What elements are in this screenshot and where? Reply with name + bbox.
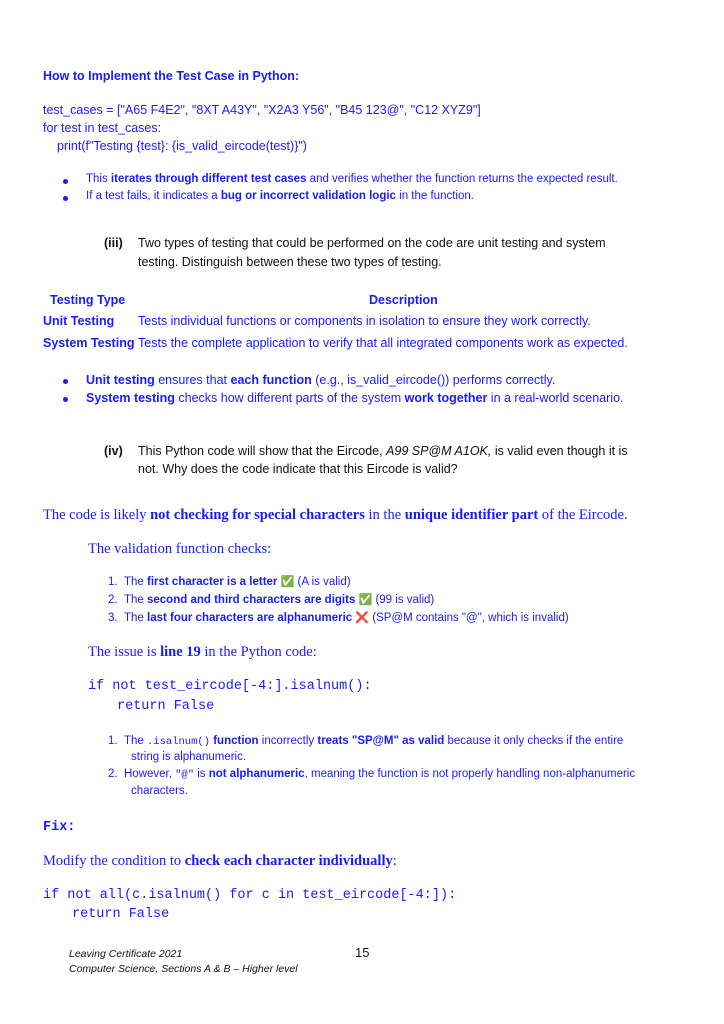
testing-bullet-1-post: (e.g., is_valid_eircode()) performs correctly.	[311, 373, 556, 387]
code-snippet-1-line-1: if not test_eircode[-4:].isalnum():	[88, 679, 372, 694]
modify-line-pre: Modify the condition to	[43, 853, 185, 869]
testing-bullet-1-bold-1: Unit testing	[86, 373, 155, 387]
testing-bullet-2	[86, 391, 624, 405]
issue-point-1-mid: incorrectly	[258, 735, 318, 747]
check-mark-icon: ✅	[280, 576, 295, 588]
issue-line-pre: The issue is	[88, 644, 161, 660]
footer-line-2: Computer Science, Sections A & B – Higher level	[69, 963, 298, 975]
modify-line	[43, 853, 397, 870]
testing-bullet-1-bold-2: each function	[230, 373, 312, 387]
answer-intro-pre: The code is likely	[43, 507, 151, 523]
check-item-3-number: 3.	[108, 612, 118, 624]
testing-bullet-2-post: in a real-world scenario.	[487, 391, 624, 405]
issue-line-post: in the Python code:	[200, 644, 317, 660]
table-row-2-description: Tests the complete application to verify that all integrated components work as expected.	[138, 336, 628, 350]
impl-bullet-1-pre: This	[86, 173, 111, 185]
check-item-3-post: (SP@M contains "@", which is invalid)	[369, 612, 569, 624]
bullet-icon	[63, 196, 68, 201]
testing-bullet-1	[86, 373, 555, 387]
issue-line	[88, 644, 317, 661]
issue-point-2	[108, 768, 635, 781]
check-item-1-pre: The	[123, 576, 147, 588]
question-iii-label: (iii)	[104, 236, 123, 250]
answer-intro	[43, 507, 628, 524]
cross-mark-icon: ❌	[355, 612, 370, 624]
modify-line-bold: check each character individually	[184, 853, 393, 869]
issue-point-2-pre: However,	[123, 768, 176, 780]
table-header-type: Testing Type	[50, 293, 126, 307]
issue-point-2-mid: is	[194, 768, 209, 780]
answer-intro-bold-1: not checking for special characters	[150, 507, 365, 523]
impl-bullet-1-post: and verifies whether the function returns the expected result.	[306, 173, 618, 185]
issue-point-2-line-2: characters.	[131, 785, 188, 797]
impl-bullet-2-post: in the function.	[395, 190, 474, 202]
issue-point-2-bold: not alphanumeric	[208, 768, 305, 780]
question-iii-line-1: Two types of testing that could be performed on the code are unit testing and system	[138, 236, 606, 250]
table-row-1-description: Tests individual functions or components in isolation to ensure they work correctly.	[138, 314, 591, 328]
code-snippet-2-line-1: if not all(c.isalnum() for c in test_eircode[-4:]):	[43, 888, 457, 903]
question-iv-line-1	[138, 444, 628, 458]
question-iv-label: (iv)	[104, 444, 123, 458]
issue-point-2-post: , meaning the function is not properly handling non-alphanumeric	[304, 768, 636, 780]
fix-label: Fix:	[43, 820, 76, 835]
issue-point-1-bold-1: function	[210, 735, 259, 747]
bullet-icon	[63, 379, 68, 384]
impl-bullet-2	[86, 190, 474, 202]
issue-point-1	[108, 735, 623, 748]
bullet-icon	[63, 397, 68, 402]
issue-point-1-bold-2: treats "SP@M" as valid	[317, 735, 445, 747]
code-snippet-1-line-2: return False	[117, 699, 215, 714]
check-item-3-pre: The	[123, 612, 147, 624]
modify-line-post: :	[392, 853, 397, 869]
impl-bullet-2-pre: If a test fails, it indicates a	[86, 190, 221, 202]
impl-code-line-2: for test in test_cases:	[43, 121, 162, 135]
check-item-1-bold: first character is a letter	[147, 576, 278, 588]
issue-point-1-code: .isalnum()	[147, 736, 211, 748]
table-header-description: Description	[369, 293, 438, 307]
issue-line-bold: line 19	[160, 644, 201, 660]
testing-bullet-1-mid: ensures that	[154, 373, 231, 387]
check-item-2-pre: The	[123, 594, 147, 606]
impl-bullet-1-bold: iterates through different test cases	[110, 173, 307, 185]
question-iv-eircode: A99 SP@M A1OK,	[386, 444, 492, 458]
bullet-icon	[63, 179, 68, 184]
table-row-2-type: System Testing	[43, 336, 135, 350]
check-item-2-bold: second and third characters are digits	[147, 594, 356, 606]
table-row-1-type: Unit Testing	[43, 314, 115, 328]
impl-code-line-3: print(f"Testing {test}: {is_valid_eircode(test)}")	[57, 139, 307, 153]
checks-heading: The validation function checks:	[88, 541, 272, 557]
impl-bullet-2-bold: bug or incorrect validation logic	[220, 190, 396, 202]
testing-bullet-2-mid: checks how different parts of the system	[174, 391, 405, 405]
issue-point-2-code: "@"	[175, 769, 195, 781]
impl-bullet-1	[86, 173, 618, 185]
issue-point-1-line-2: string is alphanumeric.	[131, 751, 247, 763]
check-mark-icon: ✅	[358, 594, 373, 606]
question-iv-line-1-post: is valid even though it is	[491, 444, 628, 458]
check-item-2-number: 2.	[108, 594, 118, 606]
issue-point-1-number: 1.	[108, 735, 118, 747]
issue-point-1-post: because it only checks if the entire	[444, 735, 624, 747]
impl-heading: How to Implement the Test Case in Python:	[43, 69, 300, 83]
question-iv-line-2: not. Why does the code indicate that this Eircode is valid?	[138, 462, 458, 476]
check-item-2	[108, 593, 434, 606]
check-item-2-post: (99 is valid)	[372, 594, 435, 606]
testing-bullet-2-bold-2: work together	[404, 391, 488, 405]
footer-line-1: Leaving Certificate 2021	[69, 948, 183, 960]
check-item-1	[108, 575, 351, 588]
check-item-3-bold: last four characters are alphanumeric	[147, 612, 353, 624]
answer-intro-mid: in the	[364, 507, 405, 523]
issue-point-2-number: 2.	[108, 768, 118, 780]
testing-bullet-2-bold-1: System testing	[86, 391, 175, 405]
page-number: 15	[355, 945, 370, 960]
answer-intro-bold-2: unique identifier part	[404, 507, 539, 523]
issue-point-1-pre: The	[123, 735, 147, 747]
check-item-1-number: 1.	[108, 576, 118, 588]
question-iii-line-2: testing. Distinguish between these two types of testing.	[138, 255, 442, 269]
answer-intro-post: of the Eircode.	[538, 507, 628, 523]
check-item-1-post: (A is valid)	[294, 576, 351, 588]
code-snippet-2-line-2: return False	[72, 907, 170, 922]
check-item-3	[108, 611, 569, 624]
impl-code-line-1: test_cases = ["A65 F4E2", "8XT A43Y", "X2A3 Y56", "B45 123@", "C12 XYZ9"]	[43, 103, 481, 117]
question-iv-line-1-pre: This Python code will show that the Eircode,	[138, 444, 387, 458]
